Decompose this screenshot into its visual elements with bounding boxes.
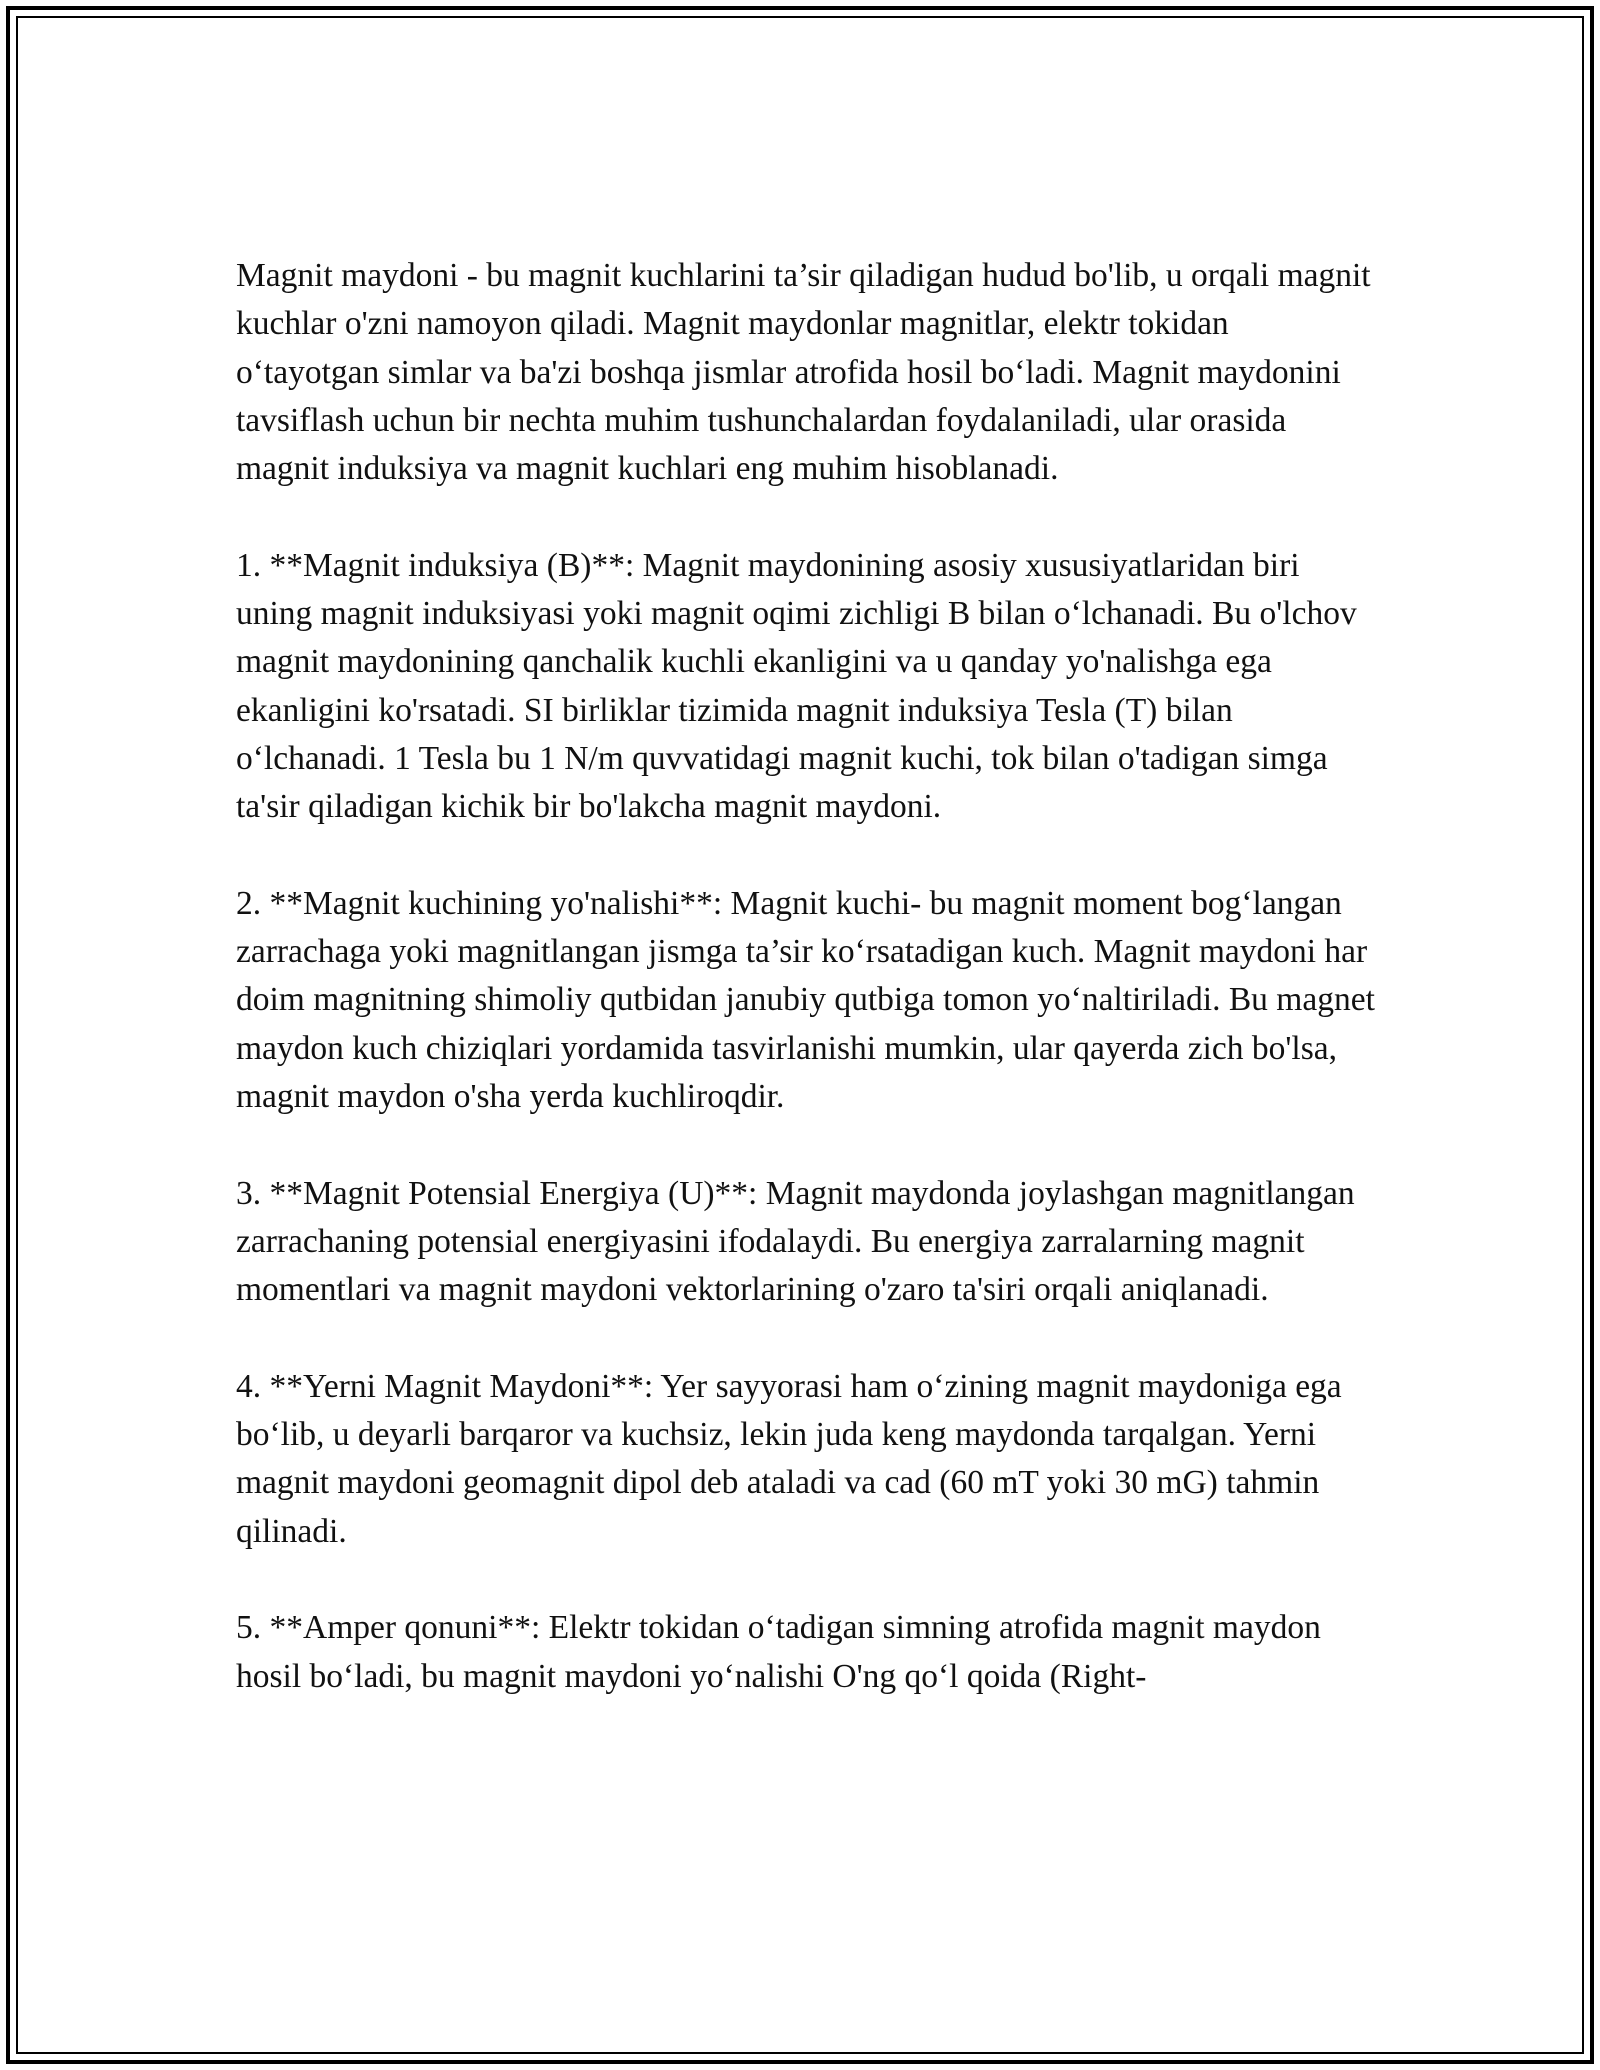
- intro-paragraph: Magnit maydoni - bu magnit kuchlarini ta’sir qiladigan hudud bo'lib, u orqali magnit kuchlar o'zni namoyon qiladi. Magnit maydonlar magnitlar, elektr tokidan o‘tayotgan simlar va ba'zi boshqa jismlar atrofida hosil bo‘ladi. Magnit maydonini tavsiflash uchun bir nechta muhim tushunchalardan foydalaniladi, ular orasida magnit induksiya va magnit kuchlari eng muhim hisoblanadi.: [236, 257, 1371, 488]
- document-body: [236, 252, 1376, 1701]
- paragraph-magnetic-potential-energy: 3. **Magnit Potensial Energiya (U)**: Magnit maydonda joylashgan magnitlangan zarrachaning potensial energiyasini ifodalaydi. Bu energiya zarralarning magnit momentlari va magnit maydoni vektorlarining o'zaro ta'siri orqali aniqlanadi.: [236, 1174, 1355, 1309]
- paragraph-magnetic-force-direction: 2. **Magnit kuchining yo'nalishi**: Magnit kuchi- bu magnit moment bog‘langan zarrachaga yoki magnitlangan jismga ta’sir ko‘rsatadigan kuch. Magnit maydoni har doim magnitning shimoliy qutbidan janubiy qutbiga tomon yo‘naltiriladi. Bu magnet maydon kuch chiziqlari yordamida tasvirlanishi mumkin, ular qayerda zich bo'lsa, magnit maydon o'sha yerda kuchliroqdir.: [236, 884, 1375, 1116]
- paragraph-magnetic-induction: 1. **Magnit induksiya (B)**: Magnit maydonining asosiy xususiyatlaridan biri uning magnit induksiyasi yoki magnit oqimi zichligi B bilan o‘lchanadi. Bu o'lchov magnit maydonining qanchalik kuchli ekanligini va u qanday yo'nalishga ega ekanligini ko'rsatadi. SI birliklar tizimida magnit induksiya Tesla (T) bilan o‘lchanadi. 1 Tesla bu 1 N/m quvvatidagi magnit kuchi, tok bilan o'tadigan simga ta'sir qiladigan kichik bir bo'lakcha magnit maydoni.: [236, 546, 1357, 826]
- paragraph-ampere-law: 5. **Amper qonuni**: Elektr tokidan o‘tadigan simning atrofida magnit maydon hosil bo‘ladi, bu magnit maydoni yo‘nalishi O'ng qo‘l qoida (Right-: [236, 1609, 1321, 1695]
- paragraph-earth-magnetic-field: 4. **Yerni Magnit Maydoni**: Yer sayyorasi ham o‘zining magnit maydoniga ega bo‘lib, u deyarli barqaror va kuchsiz, lekin juda keng maydonda tarqalgan. Yerni magnit maydoni geomagnit dipol deb ataladi va cad (60 mT yoki 30 mG) tahmin qilinadi.: [236, 1367, 1342, 1550]
